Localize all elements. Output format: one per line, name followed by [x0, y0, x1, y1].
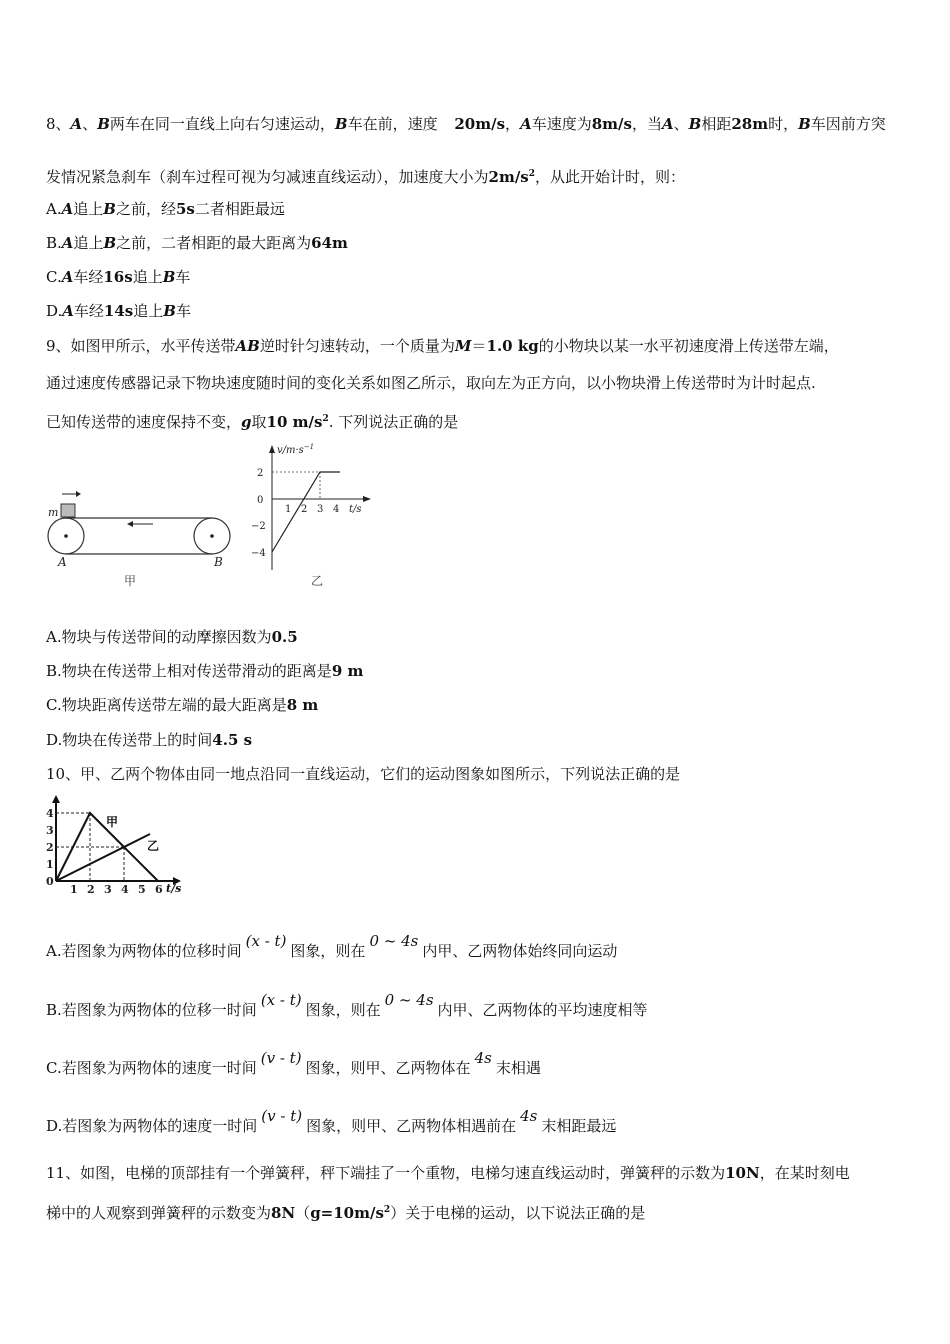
- q8-stem-line1: 8、A、B两车在同一直线上向右匀速运动，B车在前，速度 20m/s，A车速度为8m/s，当A、B相距28m时，B车因前方突: [46, 115, 886, 133]
- q10-option-b: B.若图象为两物体的位移一时间(x - t)图象，则在0 ~ 4s内甲、乙两物体的平均速度相等: [46, 991, 648, 1019]
- pulley-a-label: A: [58, 555, 67, 569]
- q10-option-d: D.若图象为两物体的速度一时间(v - t)图象，则甲、乙两物体相遇前在4s末相距最远: [46, 1107, 617, 1135]
- q10-xtick-label: 3: [104, 883, 112, 895]
- q8-stem-line2: 发情况紧急刹车（刹车过程可视为匀减速直线运动），加速度大小为$2m/s^2$，从此开始计时，则：: [46, 168, 686, 186]
- vt-ytick-label: 2: [257, 468, 264, 479]
- vt-ytick-label: 0: [257, 495, 264, 506]
- q8-option-c: C.A车经16s追上B车: [46, 268, 191, 286]
- q9-figure-conveyor: [40, 480, 250, 595]
- block-mass: [61, 504, 75, 517]
- v-axis-label: $v/m\cdot s^{-1}$: [277, 443, 315, 456]
- mass-label: m: [48, 506, 59, 519]
- q10-xtick-label: 1: [70, 883, 78, 895]
- q10-ytick-label: 3: [46, 824, 54, 837]
- q9-option-b: B.物块在传送带上相对传送带滑动的距离是9 m: [46, 662, 364, 680]
- q10-ytick-label: 2: [46, 841, 54, 854]
- vt-ytick-label: −4: [251, 548, 266, 559]
- q9-stem-line2: 通过速度传感器记录下物块速度随时间的变化关系如图乙所示，取向左为正方向，以小物块滑上传送带时为计时起点.: [46, 374, 816, 392]
- vt-xtick-label: 3: [317, 504, 324, 515]
- label-jia: 甲: [106, 815, 119, 829]
- y-axis-arrow-icon: [52, 795, 60, 803]
- arrow-head-left-icon: [127, 521, 133, 527]
- vt-xtick-label: 2: [301, 504, 308, 515]
- vt-xtick-label: 1: [285, 504, 292, 515]
- q10-stem: 10、甲、乙两个物体由同一地点沿同一直线运动，它们的运动图象如图所示，下列说法正确的是: [46, 765, 681, 783]
- q8-option-a: A.A追上B之前，经5s二者相距最远: [46, 200, 285, 218]
- q10-xtick-label: 2: [87, 883, 95, 895]
- v-axis-arrow-icon: [269, 445, 275, 453]
- q8-option-b: B.A追上B之前，二者相距的最大距离为64m: [46, 234, 348, 252]
- pulley-b-label: B: [214, 555, 223, 569]
- q11-stem-line1: 11、如图，电梯的顶部挂有一个弹簧秤，秤下端挂了一个重物，电梯匀速直线运动时，弹簧秤的示数为10N，在某时刻电: [46, 1164, 850, 1182]
- figure-b-caption: 乙: [311, 574, 324, 588]
- q10-figure-graph: [44, 795, 189, 895]
- q10-ytick-label: 1: [46, 858, 54, 871]
- q10-xtick-label: 6: [155, 883, 163, 895]
- pulley-b-axle: [210, 534, 214, 538]
- q9-stem-line1: 9、如图甲所示，水平传送带AB逆时针匀速转动，一个质量为M＝1.0 kg的小物块以某一水平初速度滑上传送带左端，: [46, 337, 839, 355]
- q10-ytick-label: 0: [46, 875, 54, 888]
- arrow-head-right-icon: [76, 491, 81, 497]
- q10-xtick-label: 4: [121, 883, 129, 895]
- q10-option-c: C.若图象为两物体的速度一时间(v - t)图象，则甲、乙两物体在4s末相遇: [46, 1049, 541, 1077]
- vt-ytick-label: −2: [251, 521, 266, 532]
- q9-figure-vt-graph: [250, 440, 380, 595]
- t-axis-arrow-icon: [363, 496, 371, 502]
- pulley-a-axle: [64, 534, 68, 538]
- q10-ytick-label: 4: [46, 807, 54, 820]
- q8-option-d: D.A车经14s追上B车: [46, 302, 191, 320]
- x-axis-label: t/s: [166, 882, 182, 895]
- vt-xtick-label: 4: [333, 504, 340, 515]
- label-yi: 乙: [147, 839, 160, 853]
- q11-stem-line2: 梯中的人观察到弹簧秤的示数变为$8N(g=10m/s^2)$关于电梯的运动，以下说法正确的是: [46, 1204, 646, 1222]
- t-axis-label: t/s: [349, 504, 362, 515]
- figure-a-caption: 甲: [124, 574, 137, 588]
- q9-stem-line3: 已知传送带的速度保持不变，g取10 $m/s^2$. 下列说法正确的是: [46, 413, 459, 431]
- q9-option-a: A.物块与传送带间的动摩擦因数为0.5: [46, 628, 298, 646]
- q10-xtick-label: 5: [138, 883, 146, 895]
- q9-option-d: D.物块在传送带上的时间4.5 s: [46, 731, 253, 749]
- q10-option-a: A.若图象为两物体的位移时间(x - t)图象，则在0 ~ 4s内甲、乙两物体始终同向运动: [46, 932, 618, 960]
- q9-option-c: C.物块距离传送带左端的最大距离是8 m: [46, 696, 319, 714]
